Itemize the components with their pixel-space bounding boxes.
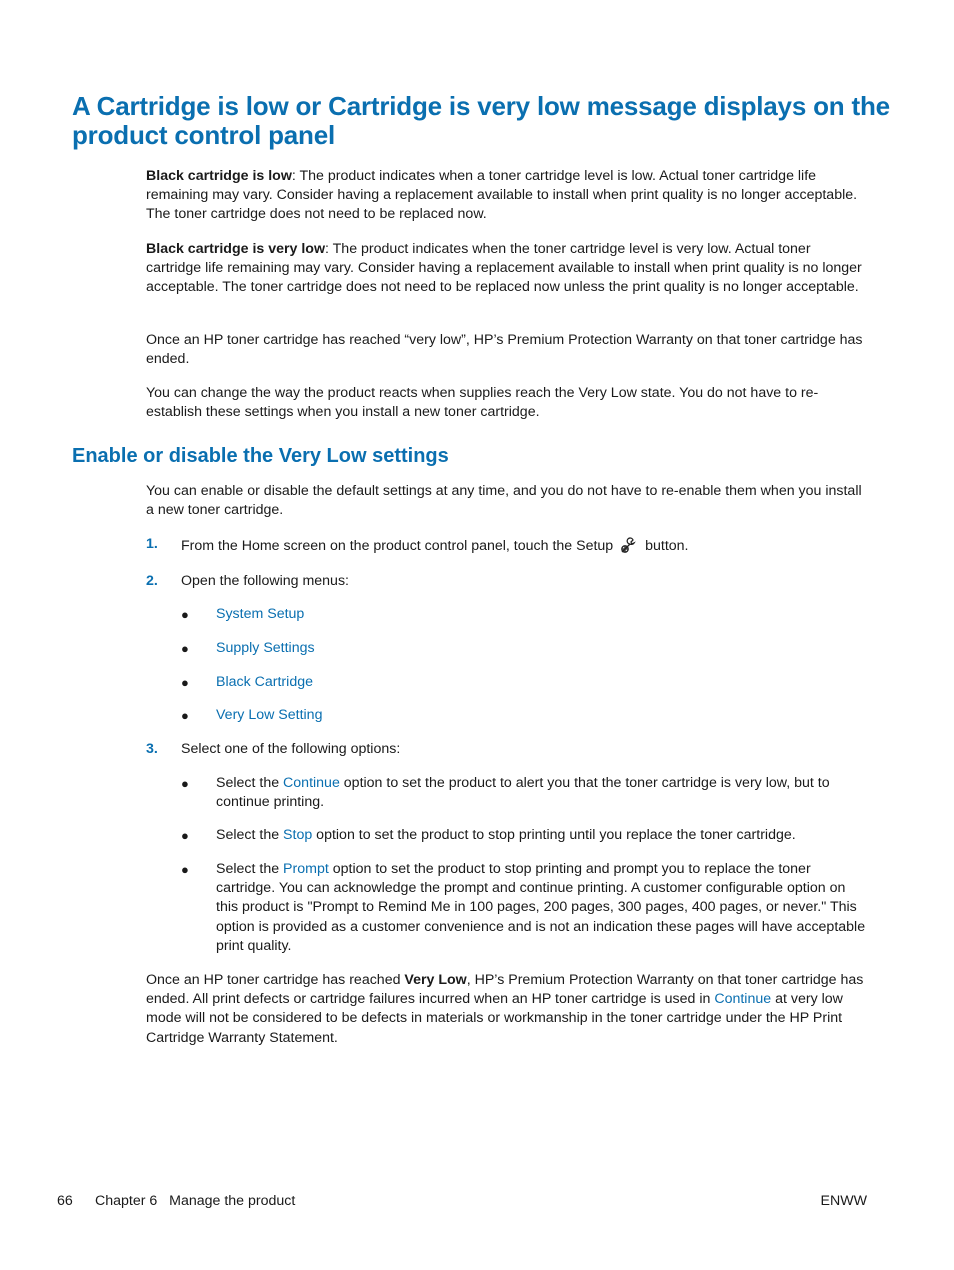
menu-black-cartridge: Black Cartridge bbox=[216, 674, 313, 690]
bullet: ● bbox=[181, 776, 189, 791]
paragraph-very-low bbox=[146, 240, 866, 298]
section-intro: You can enable or disable the default settings at any time, and you do not have to re-enable them when you install a new toner cartridge. bbox=[146, 483, 862, 519]
term-low: Black cartridge is low bbox=[146, 168, 292, 184]
page-number: 66 bbox=[57, 1193, 73, 1209]
step-1-text: From the Home screen on the product control panel, touch the Setup bbox=[181, 538, 614, 554]
option-text: option to set the product to stop printing until you replace the toner cartridge. bbox=[312, 827, 796, 843]
option-continue-term: Continue bbox=[283, 775, 340, 791]
closing-text: Once an HP toner cartridge has reached bbox=[146, 972, 405, 988]
step-2: Open the following menus: bbox=[181, 573, 349, 589]
option-text: Select the bbox=[216, 827, 284, 843]
menu-system-setup: System Setup bbox=[216, 606, 305, 622]
step-number-3: 3. bbox=[146, 741, 158, 757]
step-number-1: 1. bbox=[146, 536, 158, 552]
paragraph-warranty: Once an HP toner cartridge has reached “very low”, HP’s Premium Protection Warranty on that toner cartridge has ended. bbox=[146, 332, 863, 368]
term-very-low: Black cartridge is very low bbox=[146, 241, 326, 257]
setup-wrench-icon bbox=[619, 535, 639, 555]
paragraph-very-low-text: : The product indicates when the toner cartridge level is very low. Actual toner cartridge life remaining may vary. Consider having a replacement available to install when print quality is no longer acceptable. The toner cartridge does not need to be replaced now unless the print quality is no longer acceptable. bbox=[146, 241, 862, 296]
bullet: ● bbox=[181, 828, 189, 843]
step-1-text-after: button. bbox=[645, 538, 689, 554]
bullet: ● bbox=[181, 675, 189, 690]
option-stop-term: Stop bbox=[283, 827, 313, 843]
bullet: ● bbox=[181, 862, 189, 877]
step-3: Select one of the following options: bbox=[181, 741, 401, 757]
bullet: ● bbox=[181, 708, 189, 723]
menu-supply-settings: Supply Settings bbox=[216, 640, 315, 656]
menu-very-low-setting: Very Low Setting bbox=[216, 707, 323, 723]
option-continue bbox=[216, 774, 866, 812]
step-number-2: 2. bbox=[146, 573, 158, 589]
option-text: Select the bbox=[216, 861, 284, 877]
bullet: ● bbox=[181, 641, 189, 656]
closing-bold: Very Low bbox=[404, 972, 467, 988]
paragraph-low bbox=[146, 167, 866, 225]
chapter-label: Chapter 6 Manage the product bbox=[95, 1193, 296, 1209]
closing-continue-term: Continue bbox=[714, 991, 772, 1008]
option-text: option to set the product to stop printing and prompt you to replace the toner cartridge. You can acknowledge the prompt and continue printing. A customer configurable option on this product is "Prompt to Remind Me in 100 pages, 200 pages, 300 pages, 400 pages, or never." This option is provided as a customer convenience and is not an indication these pages will have acceptable print quality. bbox=[216, 861, 866, 954]
option-text: Select the bbox=[216, 775, 284, 791]
closing-paragraph bbox=[146, 971, 866, 1048]
page-title: A Cartridge is low or Cartridge is very low message displays on the product control panel bbox=[72, 91, 890, 150]
bullet: ● bbox=[181, 607, 189, 622]
step-1 bbox=[181, 535, 871, 556]
footer-enww: ENWW bbox=[820, 1193, 867, 1209]
option-prompt bbox=[216, 860, 866, 956]
closing-text: , HP’s Premium Protection Warranty on that toner cartridge has ended. All print defects or cartridge failures incurred when an HP toner cartridge is used in bbox=[146, 972, 864, 1008]
option-text: option to set the product to alert you that the toner cartridge is very low, but to continue printing. bbox=[216, 775, 830, 811]
section-title: Enable or disable the Very Low settings bbox=[72, 445, 449, 467]
option-prompt-term: Prompt bbox=[283, 861, 329, 877]
paragraph-change: You can change the way the product reacts when supplies reach the Very Low state. You do not have to re-establish these settings when you install a new toner cartridge. bbox=[146, 385, 819, 421]
paragraph-low-text: : The product indicates when a toner cartridge level is low. Actual toner cartridge life remaining may vary. Consider having a replacement available to install when print quality is no longer acceptable. The toner cartridge does not need to be replaced now. bbox=[146, 168, 858, 223]
closing-text: at very low mode will not be considered to be defects in materials or workmanship in the toner cartridge under the HP Print Cartridge Warranty Statement. bbox=[146, 991, 843, 1046]
option-stop bbox=[216, 826, 866, 845]
